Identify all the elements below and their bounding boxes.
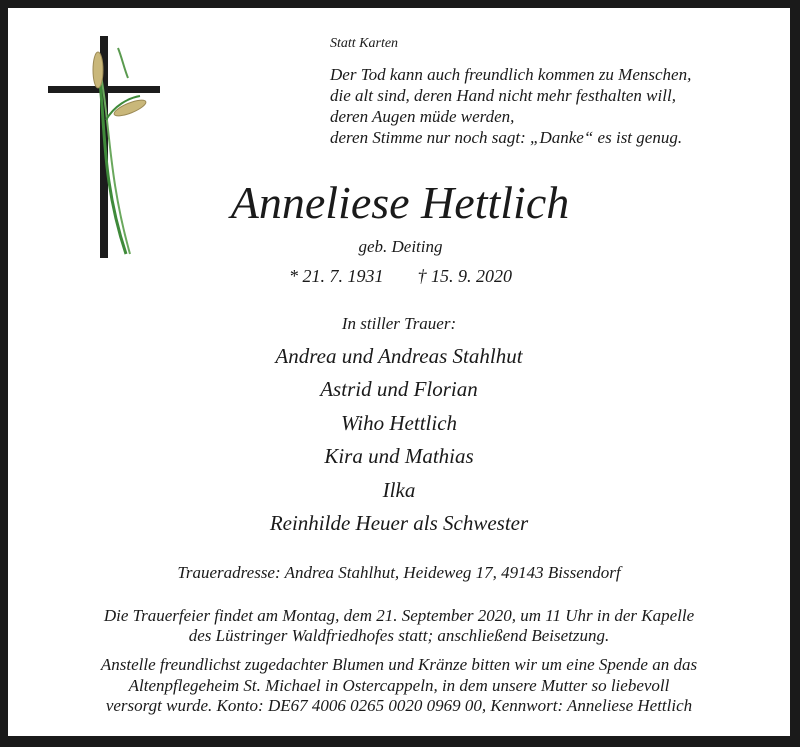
poem-line: deren Augen müde werden, xyxy=(330,107,515,126)
service-line: Die Trauerfeier findet am Montag, dem 21. September 2020, um 11 Uhr in der Kapelle xyxy=(103,606,695,625)
mourner-name: Andrea und Andreas Stahlhut xyxy=(275,344,523,368)
wheat-leaf xyxy=(118,48,128,78)
poem-line: deren Stimme nur noch sagt: „Danke“ es ist genug. xyxy=(330,128,683,147)
mourning-address: Traueradresse: Andrea Stahlhut, Heideweg 17, 49143 Bissendorf xyxy=(177,563,621,582)
donation-line: versorgt wurde. Konto: DE67 4006 0265 0020 0969 00, Kennwort: Anneliese Hettlich xyxy=(105,696,693,715)
death-date: † 15. 9. 2020 xyxy=(417,266,512,286)
service-line: des Lüstringer Waldfriedhofes statt; anschließend Beisetzung. xyxy=(188,626,610,645)
birth-date: * 21. 7. 1931 xyxy=(289,266,384,286)
deceased-name: Anneliese Hettlich xyxy=(230,177,570,228)
donation-line: Altenpflegeheim St. Michael in Ostercappeln, in dem unsere Mutter so liebevoll xyxy=(128,675,670,695)
obituary-card xyxy=(8,8,790,736)
poem-line: die alt sind, deren Hand nicht mehr festhalten will, xyxy=(330,86,676,105)
poem xyxy=(330,64,770,148)
poem-line: Der Tod kann auch freundlich kommen zu Menschen, xyxy=(330,65,692,84)
donation-line: Anstelle freundlichst zugedachter Blumen und Kränze bitten wir um eine Spende an das xyxy=(100,655,698,674)
mourner-name: Wiho Hettlich xyxy=(340,410,458,435)
wheat-ear-upper xyxy=(93,52,103,88)
maiden-name: geb. Deiting xyxy=(358,237,443,256)
mourner-name: Kira und Mathias xyxy=(324,444,474,469)
mourners-intro: In stiller Trauer: xyxy=(341,314,457,333)
mourner-name: Astrid und Florian xyxy=(320,377,478,402)
intro-block xyxy=(330,36,770,148)
wheat-ear-side xyxy=(112,97,147,119)
funeral-service-note xyxy=(8,606,790,646)
donation-note xyxy=(8,655,790,717)
cross-with-wheat-icon xyxy=(48,36,168,261)
header-note: Statt Karten xyxy=(330,36,399,51)
mourner-name: Reinhilde Heuer als Schwester xyxy=(269,511,529,536)
life-dates xyxy=(208,266,593,287)
mourner-name: Ilka xyxy=(382,477,416,502)
mourners-list xyxy=(8,340,790,540)
